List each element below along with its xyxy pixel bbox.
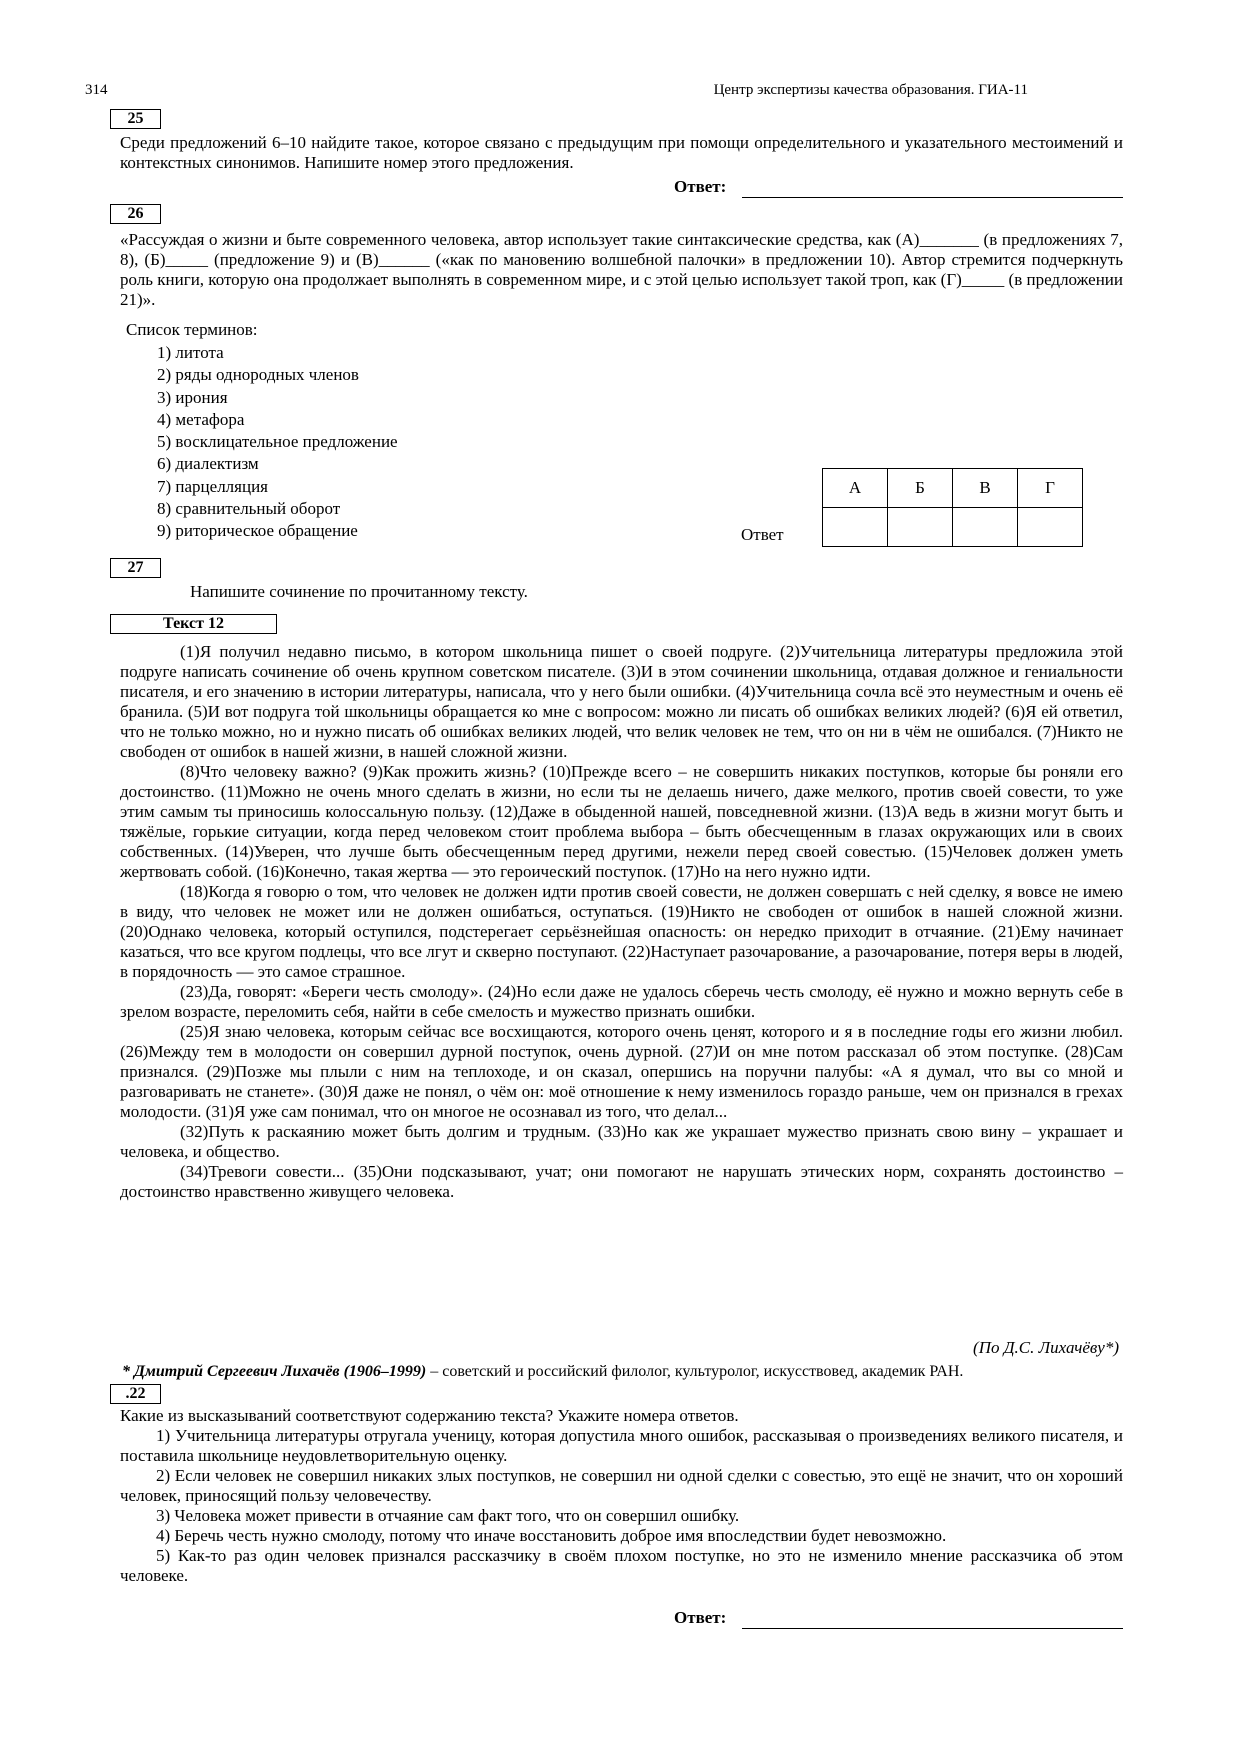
- term-item: 3) ирония: [157, 387, 228, 407]
- answer-field-22[interactable]: [742, 1628, 1123, 1629]
- answer-cell-a[interactable]: [823, 508, 888, 547]
- answer-cell-v[interactable]: [953, 508, 1018, 547]
- answer-table-26: [822, 468, 1083, 547]
- text-title-box: Текст 12: [110, 614, 277, 634]
- term-item: 2) ряды однородных членов: [157, 365, 359, 385]
- task-27-text: Напишите сочинение по прочитанному тексту.: [190, 582, 528, 601]
- page-number: 314: [85, 82, 108, 98]
- text-paragraph: (1)Я получил недавно письмо, в котором школьница пишет о своей подруге. (2)Учительница литературы предложила этой подруге написать сочинение об очень крупном советском писателе. (3)И в этом сочинении школьница, отдавая должное и гениальности писателя, и его значению в истории литературы, написала, что у него были ошибки. (4)Учительница сочла всё это неуместным и очень её бранила. (5)И вот подруга той школьницы обращается ко мне с вопросом: можно ли писать об ошибках великих людей? (6)Я ей ответил, что не только можно, но и нужно писать об ошибках великих людей, что велик человек не тем, что он ни в чём не ошибался. (7)Никто не свободен от ошибок в нашей жизни, в нашей сложной жизни.: [120, 642, 1123, 761]
- text-attribution: (По Д.С. Лихачёву*): [973, 1338, 1119, 1357]
- task-number-22: .22: [110, 1384, 161, 1404]
- answer-table-header-g: Г: [1018, 469, 1083, 508]
- answer-cell-g[interactable]: [1018, 508, 1083, 547]
- answer-field-25[interactable]: [742, 197, 1123, 198]
- task-22-option: 2) Если человек не совершил никаких злых поступков, не совершил ни одной сделки с совестью, это ещё не значит, что он хороший человек, приносящий пользу человечеству.: [120, 1466, 1123, 1505]
- task-22-option: 1) Учительница литературы отругала ученицу, которая допустила много ошибок, рассказывая о произведениях великого писателя, и поставила школьнице неудовлетворительную оценку.: [120, 1426, 1123, 1465]
- answer-table-header-v: В: [953, 469, 1018, 508]
- footnote: [122, 1362, 1123, 1382]
- text-12-body: [120, 642, 1123, 1202]
- text-paragraph: (34)Тревоги совести... (35)Они подсказывают, учат; они помогают не нарушать этических норм, сохранять достоинство – достоинство нравственно живущего человека.: [120, 1162, 1123, 1201]
- footnote-author: * Дмитрий Сергеевич Лихачёв (1906–1999): [122, 1363, 427, 1380]
- task-22-option: 3) Человека может привести в отчаяние сам факт того, что он совершил ошибку.: [156, 1506, 740, 1525]
- footnote-text: – советский и российский филолог, культуролог, искусствовед, академик РАН.: [426, 1363, 964, 1380]
- text-paragraph: (32)Путь к раскаянию может быть долгим и трудным. (33)Но как же украшает мужество признать свою вину – украшает и человека, и общество.: [120, 1122, 1123, 1161]
- text-paragraph: (25)Я знаю человека, которым сейчас все восхищаются, которого очень ценят, которого и я в последние годы его жизни любил. (26)Между тем в молодости он совершил дурной поступок, очень дурной. (27)И он мне потом рассказал об этом поступке. (28)Сам признался. (29)Позже мы плыли с ним на теплоходе, и он сказал, опершись на поручни палубы: «А я думал, что вы со мной и разговаривать не станете». (30)Я даже не понял, о чём он: моё отношение к нему изменилось гораздо раньше, чем он признался в грехах молодости. (31)Я уже сам понимал, что он многое не осознавал из того, что делал...: [120, 1022, 1123, 1121]
- term-item: 4) метафора: [157, 409, 245, 429]
- terms-list: [157, 342, 398, 543]
- header-title: Центр экспертизы качества образования. ГИА-11: [713, 82, 1028, 98]
- answer-cell-b[interactable]: [888, 508, 953, 547]
- task-22-block: [120, 1406, 1123, 1586]
- answer-table-input-row: [823, 508, 1083, 547]
- task-number-27: 27: [110, 558, 161, 578]
- task-22-question: Какие из высказываний соответствуют содержанию текста? Укажите номера ответов.: [120, 1406, 739, 1425]
- answer-label-25: Ответ:: [674, 177, 727, 196]
- task-22-option: 4) Беречь честь нужно смолоду, потому что иначе восстановить доброе имя впоследствии будет невозможно.: [156, 1526, 947, 1545]
- task-number-26: 26: [110, 204, 161, 224]
- term-item: 5) восклицательное предложение: [157, 432, 398, 452]
- answer-table-header-row: [823, 469, 1083, 508]
- answer-table-header-a: А: [823, 469, 888, 508]
- answer-label-26: Ответ: [741, 525, 784, 544]
- terms-title: Список терминов:: [126, 320, 258, 339]
- text-paragraph: (23)Да, говорят: «Береги честь смолоду». (24)Но если даже не удалось сберечь честь смолоду, её нужно и можно вернуть себе в зрелом возрасте, переломить себя, найти в себе смелость и мужество признать ошибки.: [120, 982, 1123, 1021]
- term-item: 8) сравнительный оборот: [157, 499, 341, 519]
- term-item: 7) парцелляция: [157, 476, 268, 496]
- text-paragraph: (8)Что человеку важно? (9)Как прожить жизнь? (10)Прежде всего – не совершить никаких поступков, которые бы роняли его достоинство. (11)Можно не очень много сделать в жизни, но если ты не делаешь ничего, даже мелкого, против своей совести, то уже этим самым ты приносишь колоссальную пользу. (12)Даже в обыденной нашей, повседневной жизни. (13)А ведь в жизни могут быть и тяжёлые, горькие ситуации, когда перед человеком стоит проблема выбора – быть обесчещенным в глазах окружающих или в своих собственных. (14)Уверен, что лучше быть обесчещенным перед другими, нежели перед своей совестью. (15)Человек должен уметь жертвовать собой. (16)Конечно, такая жертва — это героический поступок. (17)Но на него нужно идти.: [120, 762, 1123, 881]
- term-item: 6) диалектизм: [157, 454, 259, 474]
- task-22-option: 5) Как-то раз один человек признался рассказчику в своём плохом поступке, но это не изменило мнение рассказчика об этом человеке.: [120, 1546, 1123, 1585]
- term-item: 1) литота: [157, 343, 224, 362]
- task-number-25: 25: [110, 109, 161, 129]
- answer-table-header-b: Б: [888, 469, 953, 508]
- term-item: 9) риторическое обращение: [157, 521, 358, 541]
- task-26-text: «Рассуждая о жизни и быте современного человека, автор использует такие синтаксические средства, как (А)_______ (в предложениях 7, 8), (Б)_____ (предложение 9) и (В)______ («как по мановению волшебной палочки» в предложении 10). Автор стремится подчеркнуть роль книги, которую она продолжает выполнять в современном мире, и с этой целью использует такой троп, как (Г)_____ (в предложении 21)».: [120, 230, 1123, 309]
- text-paragraph: (18)Когда я говорю о том, что человек не должен идти против своей совести, не должен совершать с ней сделку, я вовсе не имею в виду, что человек не может или не должен ошибаться, оступаться. (19)Никто не свободен от ошибок в нашей сложной жизни. (20)Однако человека, который оступился, подстерегает серьёзнейшая опасность: он нередко приходит в отчаяние. (21)Ему начинает казаться, что все кругом подлецы, что все лгут и скверно поступают. (22)Наступает разочарование, а разочарование, потеря веры в людей, в порядочность — это самое страшное.: [120, 882, 1123, 981]
- task-25-text: Среди предложений 6–10 найдите такое, которое связано с предыдущим при помощи определительного и указательного местоимений и контекстных синонимов. Напишите номер этого предложения.: [120, 133, 1123, 172]
- answer-label-22: Ответ:: [674, 1608, 727, 1627]
